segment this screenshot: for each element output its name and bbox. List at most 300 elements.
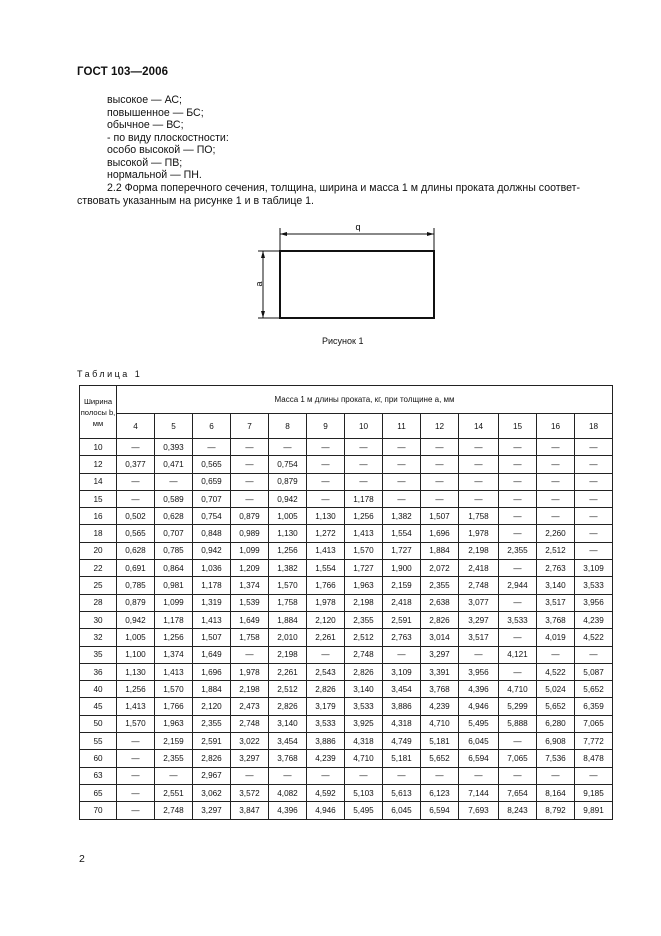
mass-cell: 1,382 [383, 508, 421, 525]
mass-cell: 1,413 [155, 663, 193, 680]
table-row [80, 542, 613, 559]
table-row [80, 611, 613, 628]
arrow-top [261, 251, 265, 258]
mass-cell: 1,178 [345, 490, 383, 507]
mass-cell: 2,355 [193, 715, 231, 732]
mass-cell: 2,512 [537, 542, 575, 559]
mass-cell: 0,707 [155, 525, 193, 542]
mass-cell: 1,256 [269, 542, 307, 559]
table-row [80, 594, 613, 611]
mass-cell: 0,942 [269, 490, 307, 507]
width-cell: 28 [80, 594, 117, 611]
table-row [80, 802, 613, 819]
section-paragraph [77, 182, 597, 208]
mass-cell: 0,628 [117, 542, 155, 559]
mass-cell: 1,978 [459, 525, 499, 542]
mass-cell: 6,359 [575, 698, 613, 715]
table-row [80, 525, 613, 542]
mass-cell: — [307, 490, 345, 507]
mass-cell: 1,696 [421, 525, 459, 542]
table-body [80, 439, 613, 820]
mass-cell: 0,785 [155, 542, 193, 559]
mass-cell: — [231, 490, 269, 507]
mass-cell: — [499, 508, 537, 525]
table-row [80, 560, 613, 577]
mass-cell: 1,178 [193, 577, 231, 594]
mass-cell: — [459, 439, 499, 456]
mass-cell: — [537, 490, 575, 507]
table-row [80, 577, 613, 594]
width-cell: 22 [80, 560, 117, 577]
mass-cell: 2,260 [537, 525, 575, 542]
mass-cell: — [459, 646, 499, 663]
mass-cell: 8,478 [575, 750, 613, 767]
mass-cell: — [537, 767, 575, 784]
mass-cell: — [231, 456, 269, 473]
mass-cell: 1,884 [193, 681, 231, 698]
width-cell: 40 [80, 681, 117, 698]
mass-cell: 5,652 [537, 698, 575, 715]
mass-cell: 0,502 [117, 508, 155, 525]
mass-cell: 5,103 [345, 784, 383, 801]
mass-cell: 7,536 [537, 750, 575, 767]
mass-cell: 3,297 [193, 802, 231, 819]
mass-cell: 0,879 [117, 594, 155, 611]
mass-cell: 1,758 [459, 508, 499, 525]
table-row [80, 439, 613, 456]
table-row [80, 646, 613, 663]
mass-cell: — [499, 594, 537, 611]
mass-cell: 1,766 [307, 577, 345, 594]
mass-cell: 1,570 [269, 577, 307, 594]
mass-cell: — [383, 767, 421, 784]
mass-cell: 3,022 [231, 733, 269, 750]
table-caption: Таблица 1 [77, 369, 143, 379]
mass-cell: 4,710 [345, 750, 383, 767]
mass-cell: 0,879 [231, 508, 269, 525]
mass-cell: 4,946 [459, 698, 499, 715]
mass-cell: 7,144 [459, 784, 499, 801]
mass-cell: 4,946 [307, 802, 345, 819]
mass-cell: 1,978 [231, 663, 269, 680]
mass-cell: 2,748 [231, 715, 269, 732]
mass-cell: 1,272 [307, 525, 345, 542]
mass-cell: 8,792 [537, 802, 575, 819]
arrow-right [427, 232, 434, 236]
mass-cell: 7,772 [575, 733, 613, 750]
table-row [80, 456, 613, 473]
mass-cell: — [345, 439, 383, 456]
mass-cell: — [459, 456, 499, 473]
mass-cell: — [537, 646, 575, 663]
mass-cell: 0,942 [117, 611, 155, 628]
mass-cell: 5,888 [499, 715, 537, 732]
mass-cell: 1,963 [345, 577, 383, 594]
mass-cell: 3,062 [193, 784, 231, 801]
mass-cell: 3,533 [575, 577, 613, 594]
mass-cell: 5,299 [499, 698, 537, 715]
mass-cell: — [345, 473, 383, 490]
mass-cell: 4,239 [421, 698, 459, 715]
thickness-header-cell: 9 [307, 414, 345, 439]
table-row [80, 750, 613, 767]
mass-cell: 6,280 [537, 715, 575, 732]
arrow-bottom [261, 311, 265, 318]
list-item: особо высокой — ПО; [107, 144, 216, 156]
mass-cell: 5,181 [383, 750, 421, 767]
mass-cell: 0,589 [155, 490, 193, 507]
mass-cell: 1,507 [421, 508, 459, 525]
mass-cell: — [155, 473, 193, 490]
mass-cell: 1,413 [307, 542, 345, 559]
mass-cell: 0,659 [193, 473, 231, 490]
mass-cell: 1,554 [307, 560, 345, 577]
table-row [80, 698, 613, 715]
mass-cell: 2,591 [383, 611, 421, 628]
mass-cell: — [459, 473, 499, 490]
thickness-header-cell: 8 [269, 414, 307, 439]
width-cell: 20 [80, 542, 117, 559]
mass-cell: 2,748 [155, 802, 193, 819]
table-row [80, 663, 613, 680]
mass-cell: 3,533 [307, 715, 345, 732]
mass-cell: 0,393 [155, 439, 193, 456]
thickness-header-cell: 16 [537, 414, 575, 439]
mass-cell: — [231, 473, 269, 490]
mass-cell: 3,454 [269, 733, 307, 750]
mass-cell: 5,613 [383, 784, 421, 801]
mass-cell: 8,243 [499, 802, 537, 819]
mass-cell: 3,956 [575, 594, 613, 611]
mass-cell: 2,072 [421, 560, 459, 577]
mass-cell: — [117, 784, 155, 801]
mass-cell: — [499, 629, 537, 646]
mass-cell: — [383, 646, 421, 663]
mass-cell: 1,758 [231, 629, 269, 646]
mass-cell: 1,413 [117, 698, 155, 715]
mass-cell: 2,355 [421, 577, 459, 594]
mass-cell: 4,239 [575, 611, 613, 628]
mass-cell: — [499, 525, 537, 542]
mass-table [79, 385, 613, 820]
mass-cell: 2,826 [269, 698, 307, 715]
width-cell: 12 [80, 456, 117, 473]
mass-cell: — [575, 542, 613, 559]
thickness-header-cell: 15 [499, 414, 537, 439]
figure-caption: Рисунок 1 [322, 336, 364, 346]
mass-cell: — [231, 646, 269, 663]
mass-cell: 0,989 [231, 525, 269, 542]
mass-cell: — [537, 439, 575, 456]
mass-cell: 6,045 [383, 802, 421, 819]
width-cell: 25 [80, 577, 117, 594]
mass-cell: 2,543 [307, 663, 345, 680]
list-item: - по виду плоскостности: [107, 131, 229, 144]
mass-cell: 6,594 [421, 802, 459, 819]
mass-cell: 1,005 [269, 508, 307, 525]
mass-cell: 6,045 [459, 733, 499, 750]
mass-cell: 2,967 [193, 767, 231, 784]
width-cell: 65 [80, 784, 117, 801]
cross-section-rect [280, 251, 434, 318]
mass-cell: 0,565 [117, 525, 155, 542]
width-cell: 50 [80, 715, 117, 732]
mass-cell: — [537, 508, 575, 525]
mass-cell: 3,454 [383, 681, 421, 698]
mass-cell: 1,649 [231, 611, 269, 628]
mass-cell: 3,297 [421, 646, 459, 663]
mass-cell: — [193, 439, 231, 456]
mass-cell: 6,908 [537, 733, 575, 750]
thickness-header-cell: 4 [117, 414, 155, 439]
mass-cell: — [117, 490, 155, 507]
mass-cell: 3,925 [345, 715, 383, 732]
mass-cell: — [117, 767, 155, 784]
mass-cell: 2,591 [193, 733, 231, 750]
list-item: высокой — ПВ; [107, 156, 183, 169]
table-row [80, 490, 613, 507]
mass-cell: 9,891 [575, 802, 613, 819]
mass-cell: 2,512 [269, 681, 307, 698]
mass-cell: 3,140 [345, 681, 383, 698]
mass-cell: 2,826 [193, 750, 231, 767]
mass-cell: 1,413 [193, 611, 231, 628]
mass-cell: 2,159 [383, 577, 421, 594]
table-row [80, 629, 613, 646]
mass-cell: 8,164 [537, 784, 575, 801]
mass-cell: 4,522 [575, 629, 613, 646]
mass-cell: 4,239 [307, 750, 345, 767]
list-item: высокое — АС; [107, 94, 182, 106]
arrow-left [280, 232, 287, 236]
mass-cell: 1,413 [345, 525, 383, 542]
mass-cell: 1,100 [117, 646, 155, 663]
mass-cell: 0,848 [193, 525, 231, 542]
mass-cell: — [499, 767, 537, 784]
paragraph-line: 2.2 Форма поперечного сечения, толщина, ширина и масса 1 м длины проката должны соответ- [107, 182, 581, 194]
mass-cell: — [383, 473, 421, 490]
mass-cell: 1,256 [345, 508, 383, 525]
mass-cell: — [269, 439, 307, 456]
width-cell: 16 [80, 508, 117, 525]
mass-cell: — [575, 525, 613, 542]
mass-cell: 3,956 [459, 663, 499, 680]
mass-cell: 5,652 [575, 681, 613, 698]
mass-cell: 0,754 [193, 508, 231, 525]
mass-cell: — [575, 439, 613, 456]
thickness-header-cell: 10 [345, 414, 383, 439]
mass-cell: 2,261 [269, 663, 307, 680]
mass-cell: 2,418 [459, 560, 499, 577]
mass-cell: 3,179 [307, 698, 345, 715]
page-number: 2 [79, 853, 85, 865]
table-row [80, 767, 613, 784]
mass-cell: 3,297 [231, 750, 269, 767]
mass-cell: 3,140 [537, 577, 575, 594]
mass-cell: 1,319 [193, 594, 231, 611]
mass-cell: 1,374 [155, 646, 193, 663]
mass-cell: 4,396 [459, 681, 499, 698]
mass-cell: 3,517 [537, 594, 575, 611]
mass-cell: 9,185 [575, 784, 613, 801]
mass-cell: 4,710 [421, 715, 459, 732]
mass-cell: 0,377 [117, 456, 155, 473]
mass-cell: 4,121 [499, 646, 537, 663]
mass-cell: — [117, 439, 155, 456]
mass-cell: — [499, 663, 537, 680]
mass-cell: 1,696 [193, 663, 231, 680]
mass-cell: 3,886 [383, 698, 421, 715]
mass-cell: — [459, 490, 499, 507]
mass-cell: 1,130 [307, 508, 345, 525]
mass-cell: 3,109 [575, 560, 613, 577]
mass-cell: — [307, 456, 345, 473]
mass-cell: 2,159 [155, 733, 193, 750]
mass-cell: 1,884 [421, 542, 459, 559]
mass-cell: 2,473 [231, 698, 269, 715]
mass-cell: 1,766 [155, 698, 193, 715]
mass-cell: 0,754 [269, 456, 307, 473]
mass-cell: 4,318 [383, 715, 421, 732]
thickness-header-row [80, 414, 613, 439]
mass-cell: — [345, 456, 383, 473]
mass-cell: — [537, 473, 575, 490]
mass-cell: 5,087 [575, 663, 613, 680]
mass-cell: 3,297 [459, 611, 499, 628]
mass-cell: 0,864 [155, 560, 193, 577]
mass-cell: — [117, 750, 155, 767]
mass-cell: 1,570 [155, 681, 193, 698]
mass-cell: — [499, 473, 537, 490]
mass-cell: 5,495 [345, 802, 383, 819]
mass-cell: — [307, 767, 345, 784]
mass-cell: — [383, 456, 421, 473]
paragraph-line: ствовать указанным на рисунке 1 и в таблице 1. [77, 195, 314, 207]
mass-cell: 4,522 [537, 663, 575, 680]
mass-cell: 1,256 [155, 629, 193, 646]
mass-cell: — [345, 767, 383, 784]
mass-cell: 2,261 [307, 629, 345, 646]
mass-cell: 3,533 [345, 698, 383, 715]
mass-cell: 4,019 [537, 629, 575, 646]
mass-cell: 4,749 [383, 733, 421, 750]
thickness-header-cell: 11 [383, 414, 421, 439]
mass-cell: 2,010 [269, 629, 307, 646]
mass-cell: 2,763 [537, 560, 575, 577]
mass-cell: — [117, 733, 155, 750]
mass-cell: 3,077 [459, 594, 499, 611]
width-cell: 36 [80, 663, 117, 680]
mass-cell: 6,594 [459, 750, 499, 767]
mass-cell: 0,942 [193, 542, 231, 559]
mass-cell: 2,120 [193, 698, 231, 715]
mass-cell: — [421, 456, 459, 473]
mass-cell: 3,391 [421, 663, 459, 680]
mass-cell: — [421, 473, 459, 490]
mass-cell: 1,570 [117, 715, 155, 732]
mass-cell: 1,374 [231, 577, 269, 594]
mass-cell: — [383, 490, 421, 507]
mass-cell: 1,036 [193, 560, 231, 577]
mass-cell: — [499, 560, 537, 577]
mass-cell: — [459, 767, 499, 784]
mass-cell: 1,649 [193, 646, 231, 663]
mass-cell: 6,123 [421, 784, 459, 801]
mass-cell: 2,120 [307, 611, 345, 628]
mass-cell: 2,198 [459, 542, 499, 559]
mass-cell: 1,978 [307, 594, 345, 611]
mass-cell: — [231, 439, 269, 456]
mass-cell: 1,963 [155, 715, 193, 732]
mass-cell: 7,065 [575, 715, 613, 732]
mass-cell: — [117, 802, 155, 819]
mass-cell: — [575, 508, 613, 525]
mass-cell: 0,691 [117, 560, 155, 577]
mass-cell: 0,785 [117, 577, 155, 594]
mass-cell: 1,727 [345, 560, 383, 577]
mass-cell: 1,099 [155, 594, 193, 611]
width-cell: 35 [80, 646, 117, 663]
list-item: нормальной — ПН. [107, 169, 202, 181]
mass-cell: 1,727 [383, 542, 421, 559]
mass-cell: — [575, 646, 613, 663]
mass-cell: 2,198 [231, 681, 269, 698]
mass-cell: — [307, 473, 345, 490]
mass-cell: — [575, 767, 613, 784]
mass-cell: 2,355 [155, 750, 193, 767]
width-cell: 70 [80, 802, 117, 819]
width-cell: 10 [80, 439, 117, 456]
mass-cell: 2,748 [345, 646, 383, 663]
width-cell: 30 [80, 611, 117, 628]
mass-cell: — [231, 767, 269, 784]
mass-cell: — [117, 473, 155, 490]
mass-cell: — [269, 767, 307, 784]
table-row [80, 681, 613, 698]
width-column-header: Ширина полосы b, мм [80, 386, 117, 439]
mass-cell: — [575, 473, 613, 490]
mass-cell: 7,693 [459, 802, 499, 819]
mass-cell: 2,826 [421, 611, 459, 628]
mass-cell: 2,944 [499, 577, 537, 594]
table-row [80, 508, 613, 525]
mass-cell: — [155, 767, 193, 784]
width-cell: 45 [80, 698, 117, 715]
mass-cell: 0,879 [269, 473, 307, 490]
mass-cell: 5,495 [459, 715, 499, 732]
mass-cell: — [307, 646, 345, 663]
width-cell: 14 [80, 473, 117, 490]
width-cell: 18 [80, 525, 117, 542]
list-item: повышенное — БС; [107, 106, 204, 119]
document-header: ГОСТ 103—2006 [77, 66, 169, 78]
mass-column-header: Масса 1 м длины проката, кг, при толщине а, мм [117, 386, 613, 414]
mass-cell: 1,554 [383, 525, 421, 542]
mass-cell: 3,768 [537, 611, 575, 628]
mass-cell: 1,130 [117, 663, 155, 680]
mass-cell: 2,763 [383, 629, 421, 646]
thickness-header-cell: 6 [193, 414, 231, 439]
mass-cell: 3,533 [499, 611, 537, 628]
thickness-label: a [254, 281, 264, 287]
table-row [80, 733, 613, 750]
mass-cell: 2,551 [155, 784, 193, 801]
mass-cell: 2,512 [345, 629, 383, 646]
mass-cell: — [307, 439, 345, 456]
mass-cell: — [499, 490, 537, 507]
mass-cell: 2,748 [459, 577, 499, 594]
thickness-header-cell: 18 [575, 414, 613, 439]
